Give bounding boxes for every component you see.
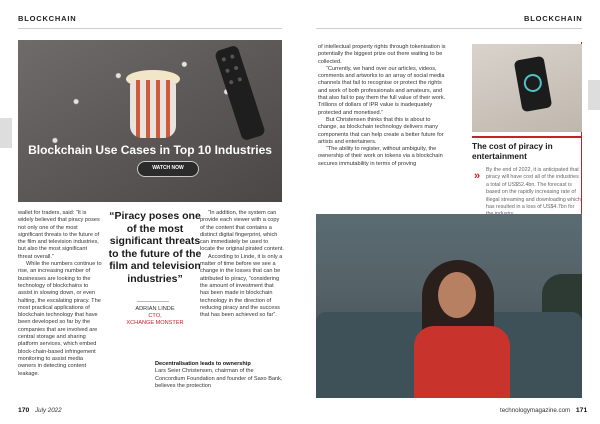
article-column-1 [18,210,102,378]
footer-left [18,407,62,414]
pull-quote-divider [137,301,169,302]
paragraph: While the numbers continue to rise, an increasing number of businesses are looking to the technology of blockchains to assist in slowing down, or even halting, the escalating piracy. The most practical applications of blockchain technology that have been developed so far by the companies that are involved are central storage and sharing platform services, which embed block-chain-based infringement monitoring to assist media owners in detecting content leakage. [18,261,102,377]
paragraph: wallet for traders, said: “It is widely believed that piracy poses not only one of the most significant threats to the future of the film and television industries, but also the most significant threat overall.” [18,210,100,260]
woman-face-image [438,272,476,318]
hero-video-thumbnail[interactable] [18,40,282,202]
sidebar-title: The cost of piracy in entertainment [472,141,553,161]
woman-shirt-image [414,326,510,398]
section-label-right: BLOCKCHAIN [524,14,583,23]
section-label-left: BLOCKCHAIN [18,14,77,23]
sidebar-body: By the end of 2022, it is anticipated that piracy will have cost all of the industries a total of US$52.4bn. The forecast is based on the rapidly increasing rate of illegal streaming and downloading which has resulted in a loss of US$4.7bn for [486,167,581,211]
sidebar-accent-rule [472,136,582,138]
author-role: CTO, [148,313,162,319]
pull-quote-attribution [108,306,202,327]
page-edge-tab-right [588,80,600,110]
paragraph: of intellectual property rights through tokenisation is potentially the biggest prize out there waiting to be collected. [318,44,446,65]
hero-title: Blockchain Use Cases in Top 10 Industries [28,143,272,157]
paragraph: “Currently, we hand over our articles, videos, comments and artworks to an array of social media channels that fail to recognise or protect the rights and work of both professionals and amateurs, and that also fail to pay them the full value of their work. Trillions of dollars of IPR value is inadequately protected and monetised.” [318,65,446,116]
sidebar-quote-icon: » [474,170,481,182]
paragraph: But Christensen thinks that this is about to change, as blockchain technology delivers many components that can help create a better future for artists and entertainers. [318,116,444,145]
watch-now-button[interactable]: WATCH NOW [137,161,199,177]
subheading: Decentralisation leads to ownership [155,361,251,367]
issue-date: July 2022 [35,407,62,414]
paragraph: “In addition, the system can provide each viewer with a copy of the content that contains a distinct digital fingerprint, which can immediately be used to locate the original pirated content. [200,210,284,253]
header-rule-left [18,28,282,29]
page-number-right: 171 [575,407,588,414]
footer-right [500,407,587,414]
smartphone-image [514,56,553,112]
article-column-3 [318,44,450,168]
author-name: ADRIAN LINDE [135,306,175,312]
article-column-2-lower [155,361,283,390]
paragraph: “The ability to register, without ambiguity, the ownership of their work on tokens via a blockchain secures immutability in terms of proving [318,146,443,167]
paragraph: Lars Seier Christensen, chairman of the Concordium Foundation and founder of Saxo Bank, believes the protection [155,368,283,389]
pull-quote: “Piracy poses one of the most significant threats to the future of the film and television industries” [108,210,202,285]
author-company: XCHANGE MONSTER [126,320,184,326]
page-number-left: 170 [18,407,30,414]
tv-remote-image [214,45,266,142]
popcorn-bucket-image [130,80,176,138]
article-column-2 [200,210,284,319]
paragraph: According to Linde, it is only a matter of time before we see a change in the losses that can be attributed to piracy, “considering the amount of investment that has been made in blockchain technology in the direction of reducing piracy and the success that has been achieved so far”. [200,253,283,319]
site-url[interactable]: technologymagazine.com [500,407,571,414]
header-rule-right [316,28,582,29]
page-edge-tab-left [0,118,12,148]
sidebar-phone-photo [472,44,582,132]
woman-watching-tv-photo [316,214,582,398]
